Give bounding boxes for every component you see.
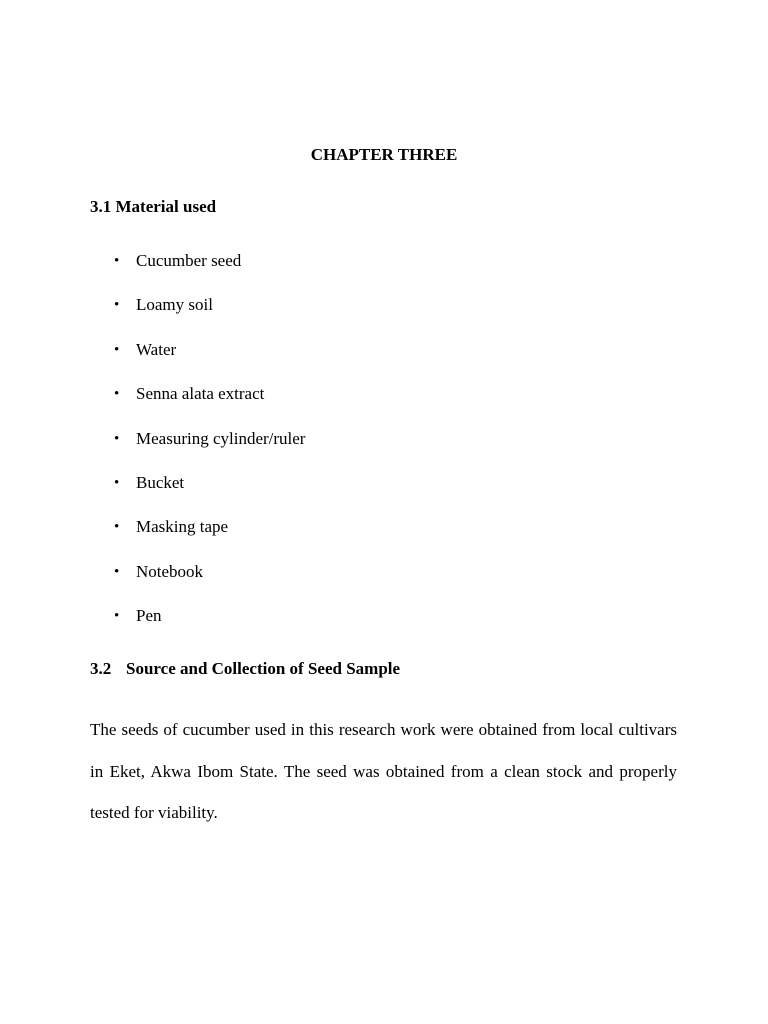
list-item-label: Senna alata extract bbox=[136, 384, 265, 404]
body-paragraph: The seeds of cucumber used in this research work were obtained from local cultivars in Eket, Akwa Ibom State. The seed was obtained from a clean stock and properly tested for viability. bbox=[90, 720, 677, 822]
list-item-label: Bucket bbox=[136, 472, 185, 492]
bullet-icon: • bbox=[114, 519, 120, 536]
bullet-icon: • bbox=[114, 563, 120, 580]
list-item-label: Water bbox=[136, 339, 177, 359]
list-item-label: Pen bbox=[136, 606, 162, 626]
list-item-label: Masking tape bbox=[136, 517, 229, 537]
bullet-icon: • bbox=[114, 608, 120, 625]
section-title: Source and Collection of Seed Sample bbox=[126, 659, 401, 678]
bullet-icon: • bbox=[114, 341, 120, 358]
bullet-icon: • bbox=[114, 474, 120, 491]
list-item-label: Loamy soil bbox=[136, 295, 213, 315]
list-item-label: Notebook bbox=[136, 561, 204, 581]
section-heading-source-collection bbox=[90, 659, 400, 679]
list-item-label: Measuring cylinder/ruler bbox=[136, 428, 306, 448]
list-item-label: Cucumber seed bbox=[136, 251, 242, 270]
section-heading-materials: 3.1 Material used bbox=[90, 197, 217, 216]
chapter-title: CHAPTER THREE bbox=[310, 145, 458, 164]
section-number: 3.2 bbox=[90, 659, 112, 678]
bullet-icon: • bbox=[114, 253, 120, 269]
bullet-icon: • bbox=[114, 430, 120, 447]
bullet-icon: • bbox=[114, 297, 120, 314]
bullet-icon: • bbox=[114, 386, 120, 403]
